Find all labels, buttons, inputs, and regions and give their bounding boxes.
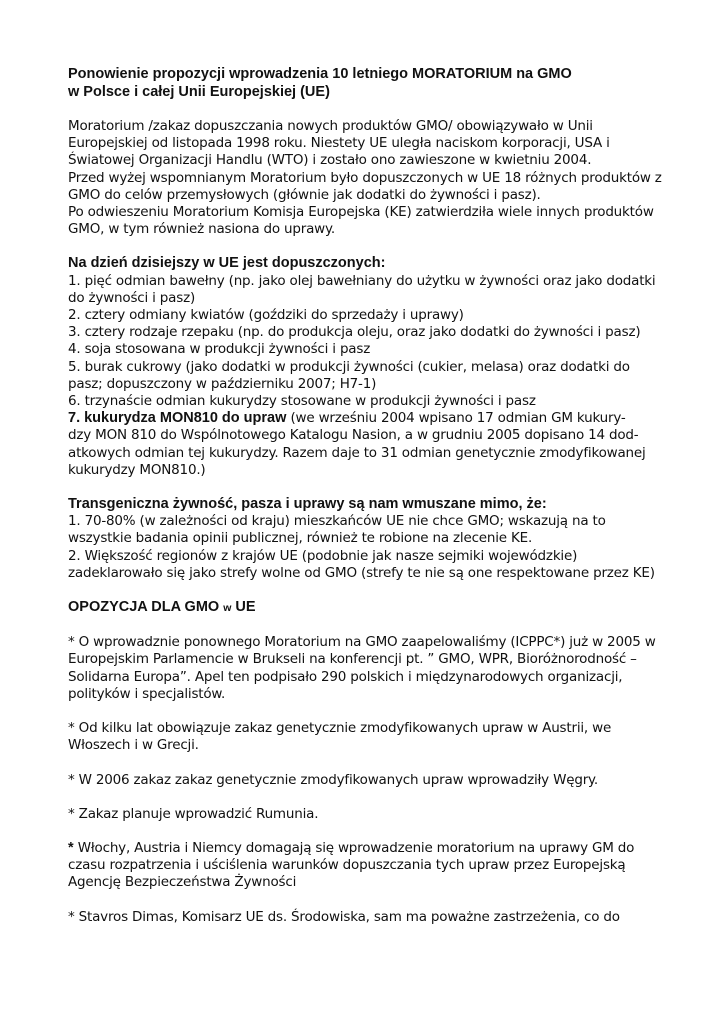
text-line: * Od kilku lat obowiązuje zakaz genetycznie zmodyfikowanych upraw w Austrii, we [68,720,612,737]
paragraph [68,806,668,823]
intro-paragraph [68,118,668,238]
list-item: 2. cztery odmiany kwiatów (goździki do sprzedaży i uprawy) [68,307,464,324]
heading-part: OPOZYCJA DLA GMO [68,599,224,616]
text-line: Solidarna Europa”. Apel ten podpisało 290 polskich i międzynarodowych organizacji, [68,668,623,685]
title-line: w Polsce i całej Unii Europejskiej (UE) [68,83,330,100]
list-item: 5. burak cukrowy (jako dodatki w produkcji żywności (cukier, melasa) oraz dodatki do [68,358,630,375]
section-heading [68,599,668,617]
list-item-continuation: do żywności i pasz) [68,289,196,306]
opposition-section [68,599,668,926]
text-line: GMO, w tym również nasiona do uprawy. [68,221,335,238]
text-line: GMO do celów przemysłowych (głównie jak dodatki do żywności i pasz). [68,186,541,203]
text-line: polityków i specjalistów. [68,685,226,702]
text-line: Światowej Organizacji Handlu (WTO) i zostało ono zawieszone w kwietniu 2004. [68,152,592,169]
list-item-continuation: pasz; dopuszczony w październiku 2007; H7-1) [68,375,377,392]
bullet-star: * [68,839,74,856]
text-line: Europejskiej od listopada 1998 roku. Niestety UE uległa naciskom korporacji, USA i [68,135,610,152]
text-line: czasu rozpatrzenia i uściślenia warunków dopuszczania tych upraw przez Europejską [68,857,626,874]
list-item-continuation: dzy MON 810 do Wspólnotowego Katalogu Nasion, a w grudniu 2005 dopisano 14 dod- [68,427,639,444]
title-line: Ponowienie propozycji wprowadzenia 10 letniego MORATORIUM na GMO [68,66,572,82]
approved-section [68,255,668,479]
text-line: Agencję Bezpieczeństwa Żywności [68,874,297,891]
paragraph [68,772,668,789]
text-run: Włochy, Austria i Niemcy domagają się wprowadzenie moratorium na uprawy GM do [73,839,635,856]
text-line: * Zakaz planuje wprowadzić Rumunia. [68,805,319,822]
list-item: 2. Większość regionów z krajów UE (podobnie jak nasze sejmiki wojewódzkie) [68,547,578,564]
text-line: Europejskim Parlamencie w Brukseli na konferencji pt. ” GMO, WPR, Bioróżnorodność – [68,651,637,668]
paragraph [68,840,668,892]
list-item [68,410,668,427]
text-line: * W 2006 zakaz zakaz genetycznie zmodyfikowanych upraw wprowadziły Węgry. [68,771,598,788]
paragraph [68,634,668,703]
heading-part: w [223,602,232,615]
list-item: 1. 70-80% (w zależności od kraju) mieszkańców UE nie chce GMO; wskazują na to [68,513,606,530]
text-line: Po odwieszeniu Moratorium Komisja Europejska (KE) zatwierdziła wiele innych produktów [68,204,654,221]
document-title [68,66,668,101]
list-item-bold-lead: 7. kukurydza MON810 do upraw [68,410,287,427]
list-item-continuation: atkowych odmian tej kukurydzy. Razem daje to 31 odmian genetycznie zmodyfikowanej [68,444,646,461]
list-item-text: (we wrześniu 2004 wpisano 17 odmian GM kukury- [286,410,626,427]
list-item: 4. soja stosowana w produkcji żywności i pasz [68,341,371,358]
list-item-continuation: wszystkie badania opinii publicznej, również te robione na zlecenie KE. [68,530,533,547]
paragraph [68,909,668,926]
list-item: 1. pięć odmian bawełny (np. jako olej bawełniany do użytku w żywności oraz jako dodatki [68,272,656,289]
forced-section [68,496,668,582]
section-heading: Na dzień dzisiejszy w UE jest dopuszczonych: [68,255,386,272]
section-heading: Transgeniczna żywność, pasza i uprawy są nam wmuszane mimo, że: [68,496,547,513]
list-item: 6. trzynaście odmian kukurydzy stosowane w produkcji żywności i pasz [68,393,536,410]
list-item-continuation: zadeklarowało się jako strefy wolne od GMO (strefy te nie są one respektowane przez KE) [68,564,655,581]
text-line: Przed wyżej wspomnianym Moratorium było dopuszczonych w UE 18 różnych produktów z [68,169,662,186]
text-line: Włoszech i w Grecji. [68,737,199,754]
text-line: * Stavros Dimas, Komisarz UE ds. Środowiska, sam ma poważne zastrzeżenia, co do [68,908,620,925]
paragraph [68,720,668,754]
document-page [68,66,668,926]
list-item: 3. cztery rodzaje rzepaku (np. do produkcja oleju, oraz jako dodatki do żywności i pasz) [68,324,641,341]
list-item-continuation: kukurydzy MON810.) [68,461,206,478]
text-line [68,840,668,857]
heading-part: UE [231,599,256,616]
text-line: Moratorium /zakaz dopuszczania nowych produktów GMO/ obowiązywało w Unii [68,118,593,134]
text-line: * O wprowadznie ponownego Moratorium na GMO zaapelowaliśmy (ICPPC*) już w 2005 w [68,634,656,651]
